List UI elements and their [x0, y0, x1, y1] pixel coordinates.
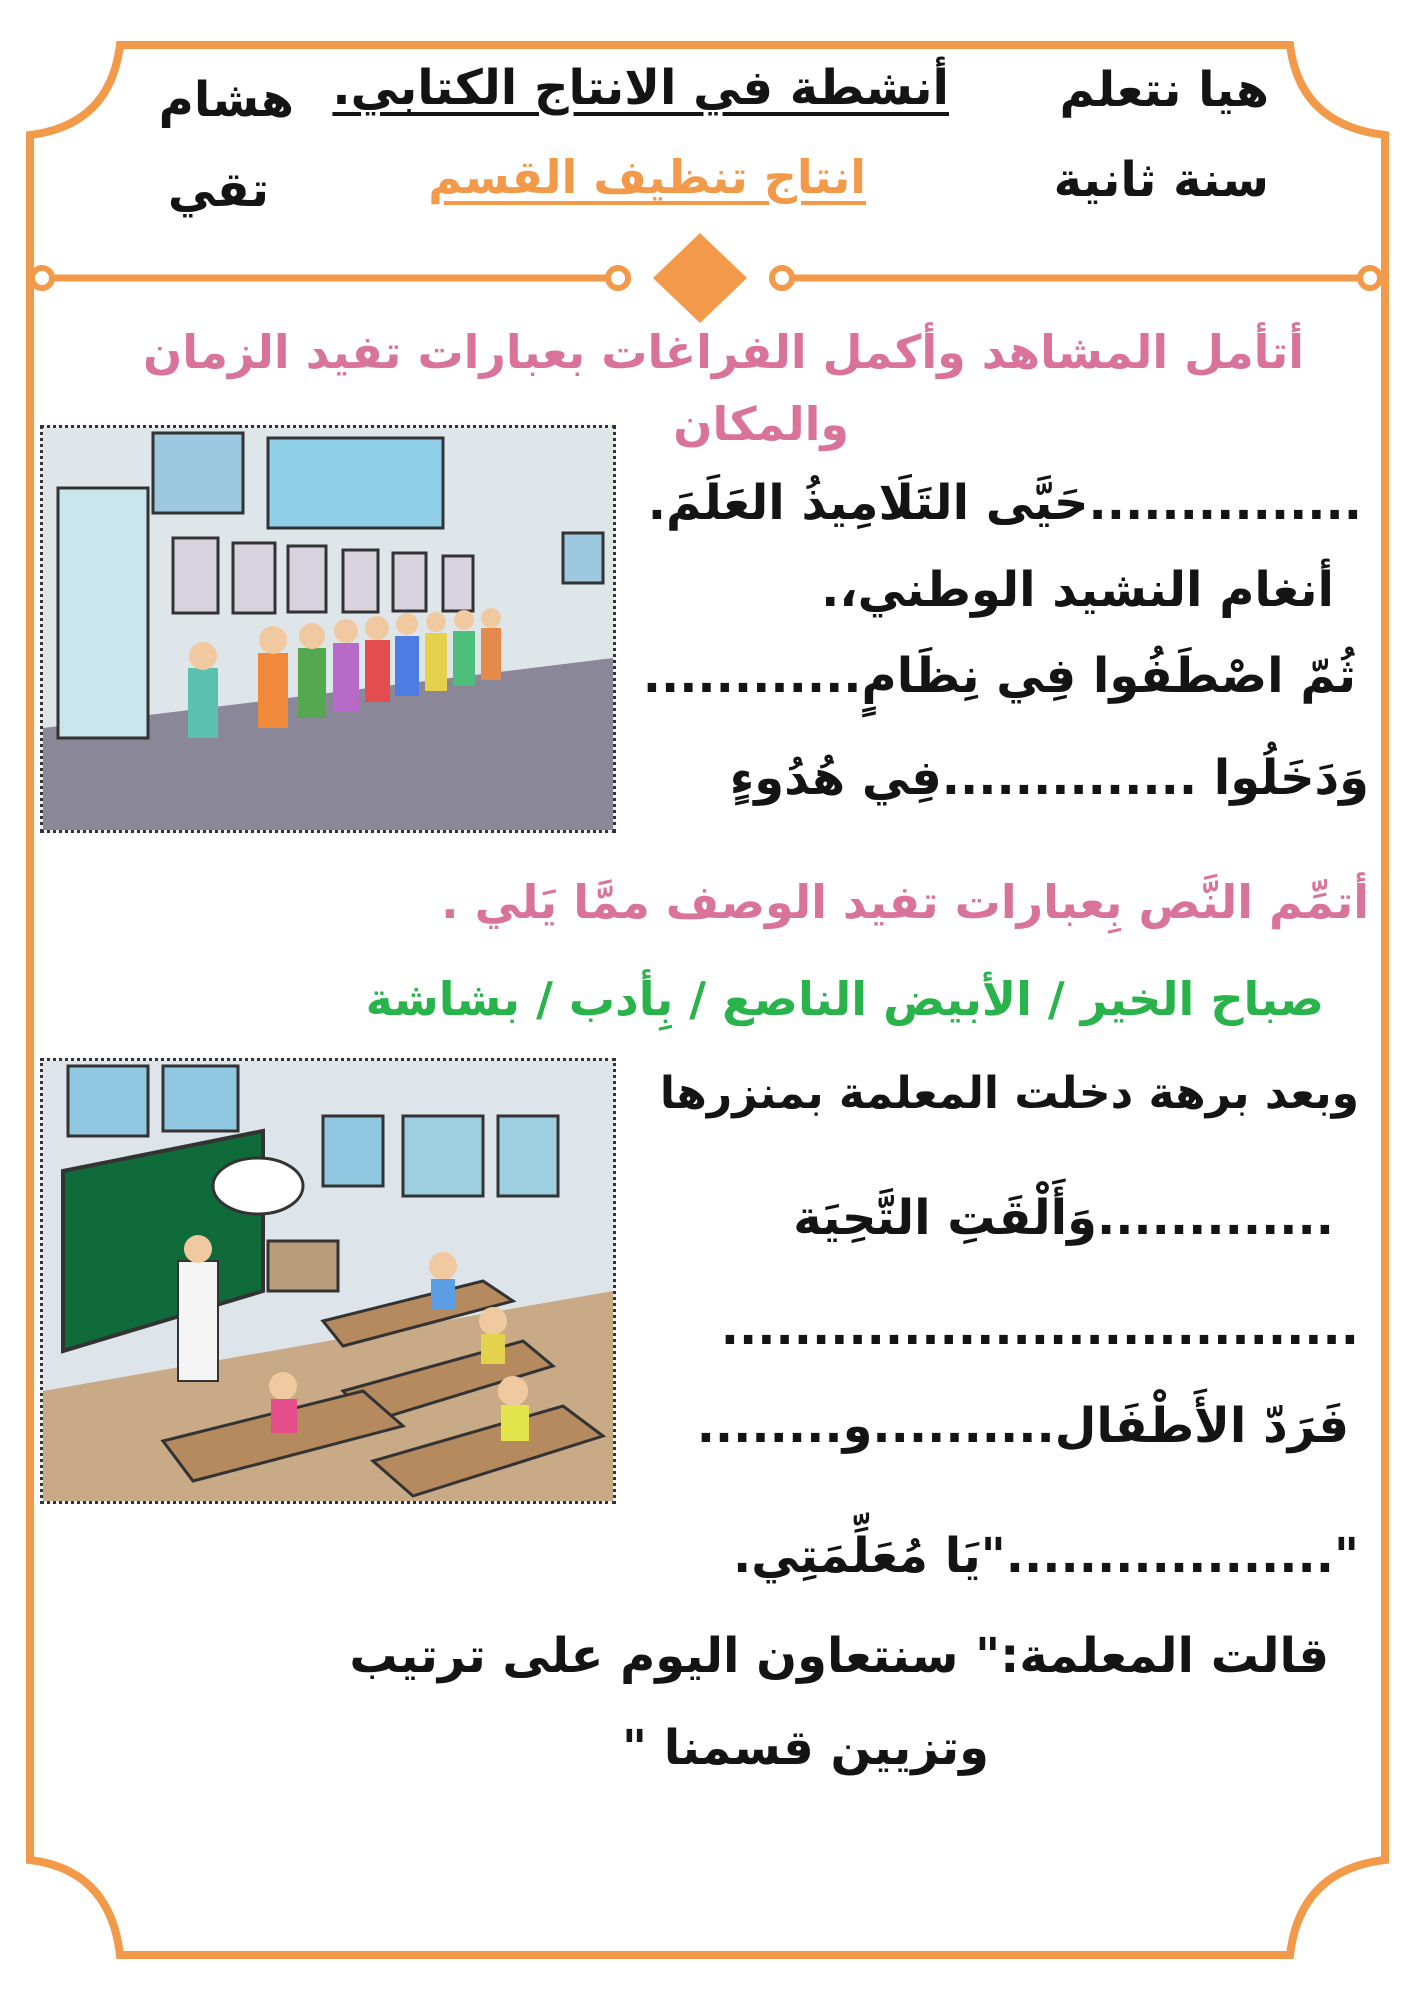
author-last-name: تقي [167, 162, 269, 218]
ornament-divider [32, 233, 1380, 323]
blank-line-2-5: ".................."يَا مُعَلِّمَتِي. [733, 1528, 1359, 1584]
instruction-2: أتمِّم النَّص بِعبارات تفيد الوصف ممَّا يَلي . [441, 875, 1369, 929]
teacher-quote-line-1: قالت المعلمة:" سنتعاون اليوم على ترتيب [349, 1628, 1329, 1684]
page-title: أنشطة في الانتاج الكتابي. [332, 60, 949, 116]
blank-line-1-4: وَدَخَلُوا ..............فِي هُدُوءٍ [729, 750, 1369, 806]
scene-picture-2 [40, 1058, 616, 1504]
scene-picture-1 [40, 425, 616, 833]
blank-line-1-3: ثُمّ اصْطَفُوا فِي نِظَامٍ............ [642, 648, 1356, 704]
blank-line-1-1: ...............حَيَّى التَلَامِيذُ العَلَمَ. [647, 475, 1362, 531]
blank-line-2-4: فَرَدّ الأَطْفَال..........و........ [696, 1398, 1349, 1454]
page-subtitle: انتاج تنظيف القسم [428, 150, 866, 204]
teacher-quote-line-2: وتزيين قسمنا " [621, 1720, 989, 1776]
word-bank: صباح الخير / الأبيض الناصع / بِأدب / بشاشة [365, 972, 1324, 1026]
header-school-label: هيا نتعلم [1059, 62, 1269, 118]
author-first-name: هشام [158, 72, 294, 128]
blank-line-1-2: أنغام النشيد الوطني،. [821, 562, 1334, 618]
instruction-1-line-2: والمكان [673, 397, 849, 451]
instruction-1-line-1: أتأمل المشاهد وأكمل الفراغات بعبارات تفيد الزمان [143, 325, 1304, 379]
blank-line-2-3: ................................... [720, 1300, 1359, 1356]
header-grade-label: سنة ثانية [1053, 152, 1269, 208]
text-line-2-1: وبعد برهة دخلت المعلمة بمنزرها [659, 1068, 1359, 1119]
blank-line-2-2: .............وَأَلْقَتِ التَّحِيَة [793, 1190, 1334, 1246]
